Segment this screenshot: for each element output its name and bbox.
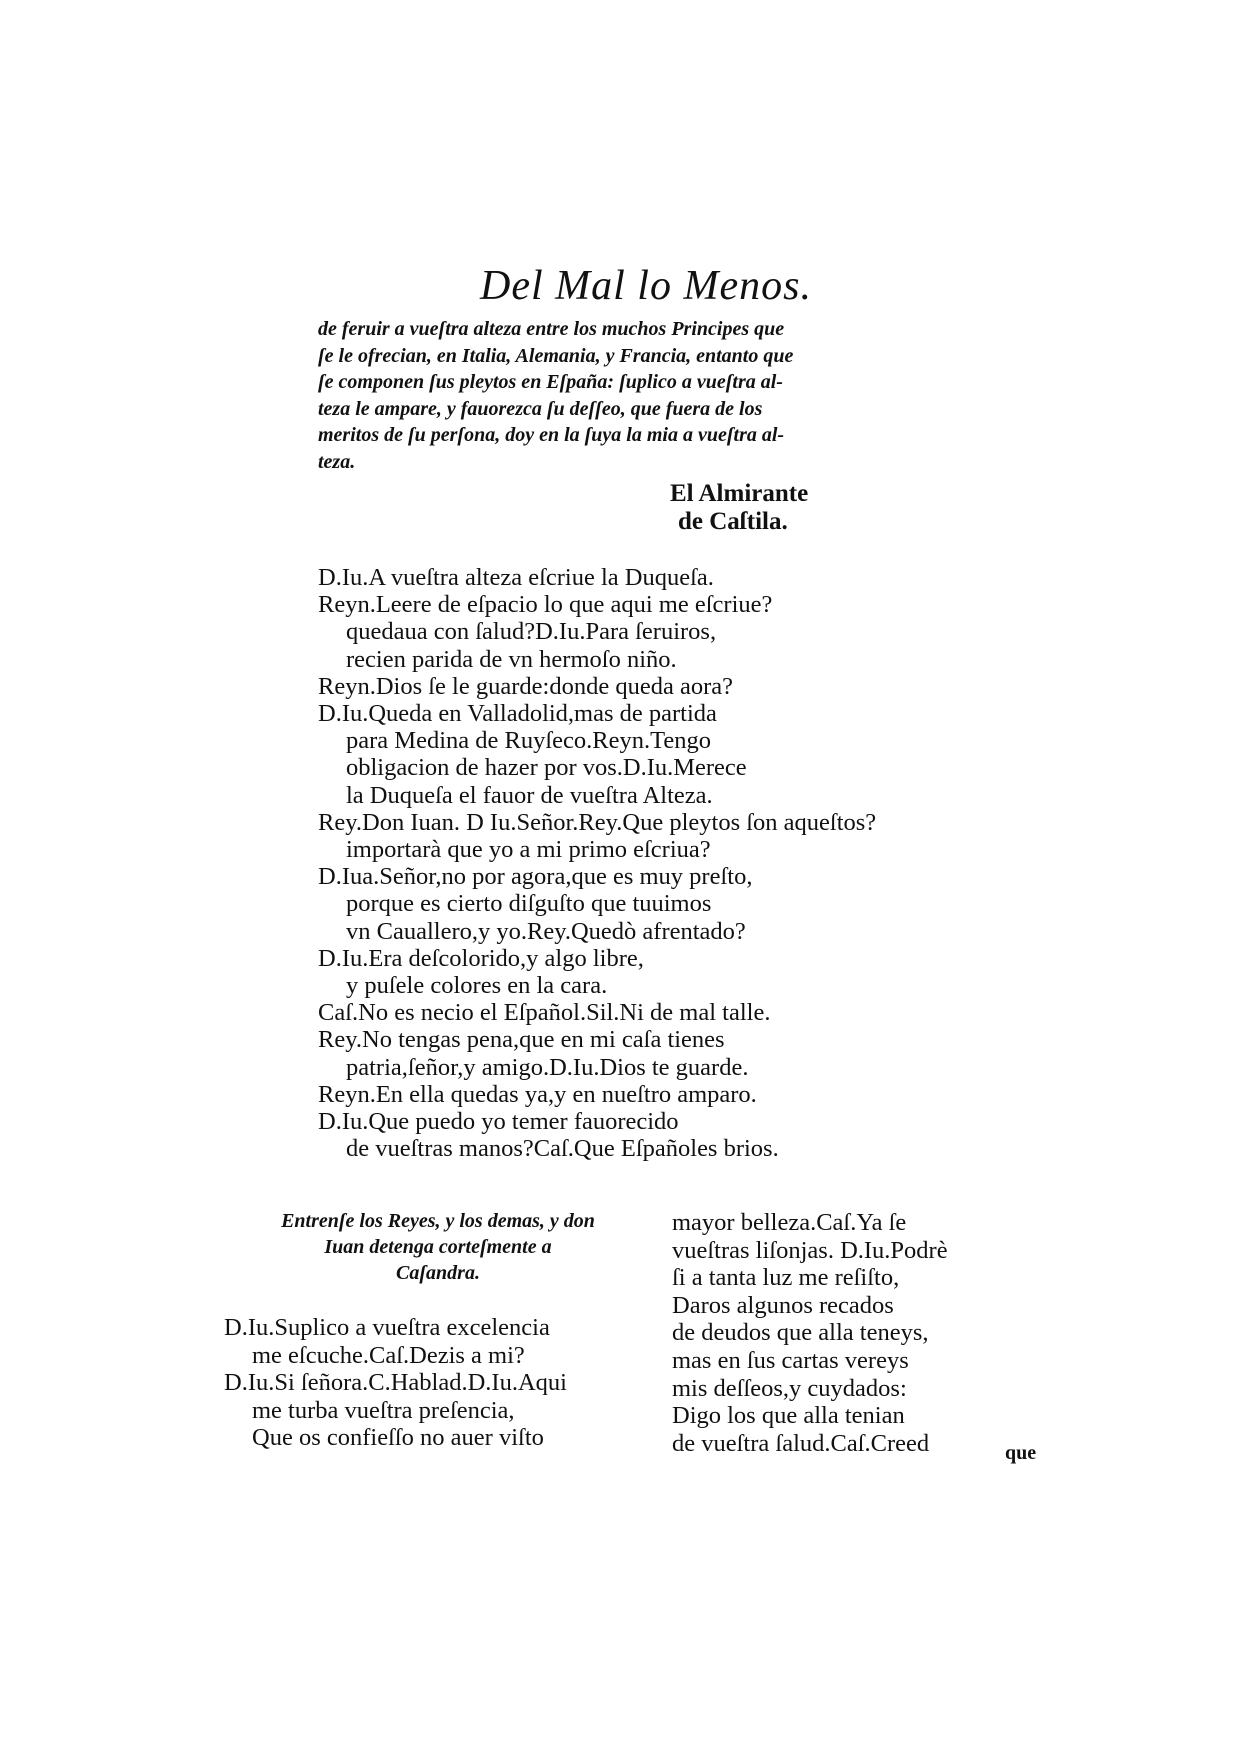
text-line: teza. [318,450,356,473]
text-line: recien parida de vn hermoſo niño. [346,645,677,673]
text-line: vn Cauallero,y yo.Rey.Quedò afrentado? [346,917,746,945]
text-line: obligacion de hazer por vos.D.Iu.Merece [346,754,747,782]
text-line: de feruir a vueſtra alteza entre los muchos Principes que [318,318,785,340]
text-line: D.Iu.Si ſeñora.C.Hablad.D.Iu.Aqui [224,1369,567,1396]
right-column [672,1209,1032,1457]
text-line: ſe componen ſus pleytos en Eſpaña: ſuplico a vueſtra al- [318,371,783,393]
text-line: me eſcuche.Caſ.Dezis a mi? [252,1341,525,1369]
running-head: Del Mal lo Menos. [480,263,812,309]
signature-line: de Caſtila. [678,508,788,535]
text-line: Que os confieſſo no auer viſto [252,1424,544,1451]
text-line: D.Iu.A vueſtra alteza eſcriue la Duqueſa. [318,564,714,591]
text-line: D.Iu.Suplico a vueſtra excelencia [224,1314,550,1341]
text-line: porque es cierto diſguſto que tuuimos [346,890,712,918]
dialogue-block [318,564,998,1162]
text-line: importarà que yo a mi primo eſcriua? [346,836,711,864]
text-line: de deudos que alla teneys, [672,1319,929,1347]
text-line: teza le ampare, y fauorezca ſu deſſeo, que fuera de los [318,397,763,420]
stage-direction [238,1208,638,1286]
text-line: D.Iu.Era deſcolorido,y algo libre, [318,944,644,972]
text-line: Rey.No tengas pena,que en mi caſa tienes [318,1026,725,1054]
text-line: quedaua con ſalud?D.Iu.Para ſeruiros, [346,618,717,646]
text-line: vueſtras liſonjas. D.Iu.Podrè [672,1236,948,1264]
text-line: D.Iua.Señor,no por agora,que es muy preſto, [318,863,753,891]
text-line: Entrenſe los Reyes, y los demas, y don [281,1210,595,1232]
text-line: Caſ.No es necio el Eſpañol.Sil.Ni de mal talle. [318,999,771,1027]
text-line: Rey.Don Iuan. D Iu.Señor.Rey.Que pleytos ſon aqueſtos? [318,808,877,836]
text-line: patria,ſeñor,y amigo.D.Iu.Dios te guarde. [346,1053,749,1081]
letter-signature [670,480,808,536]
text-line: Caſandra. [396,1262,480,1284]
letter-text [318,316,858,475]
text-line: de vueſtra ſalud.Caſ.Creed [672,1429,930,1457]
text-line: D.Iu.Queda en Valladolid,mas de partida [318,700,717,728]
text-line: Reyn.Leere de eſpacio lo que aqui me eſcriue? [318,591,773,619]
text-line: mis deſſeos,y cuydados: [672,1374,907,1402]
text-line: Reyn.Dios ſe le guarde:donde queda aora? [318,672,733,700]
text-line: ſi a tanta luz me reſiſto, [672,1264,900,1292]
signature-line: El Almirante [670,480,809,507]
text-line: meritos de ſu perſona, doy en la ſuya la mia a vueſtra al- [318,424,785,446]
text-line: y puſele colores en la cara. [346,972,608,1000]
text-line: Digo los que alla tenian [672,1402,905,1430]
catchword: que [1005,1442,1037,1464]
text-line: ſe le ofrecian, en Italia, Alemania, y Francia, entanto que [318,344,794,367]
text-line: D.Iu.Que puedo yo temer fauorecido [318,1108,679,1136]
text-line: Iuan detenga corteſmente a [324,1236,552,1258]
text-line: de vueſtras manos?Caſ.Que Eſpañoles brios. [346,1135,779,1163]
text-line: mas en ſus cartas vereys [672,1346,909,1374]
text-line: Reyn.En ella quedas ya,y en nueſtro amparo. [318,1080,757,1108]
text-line: para Medina de Ruyſeco.Reyn.Tengo [346,727,711,755]
text-line: la Duqueſa el fauor de vueſtra Alteza. [346,781,713,809]
text-line: me turba vueſtra preſencia, [252,1396,515,1424]
text-line: mayor belleza.Caſ.Ya ſe [672,1209,907,1236]
text-line: Daros algunos recados [672,1291,894,1319]
left-column [224,1314,644,1452]
